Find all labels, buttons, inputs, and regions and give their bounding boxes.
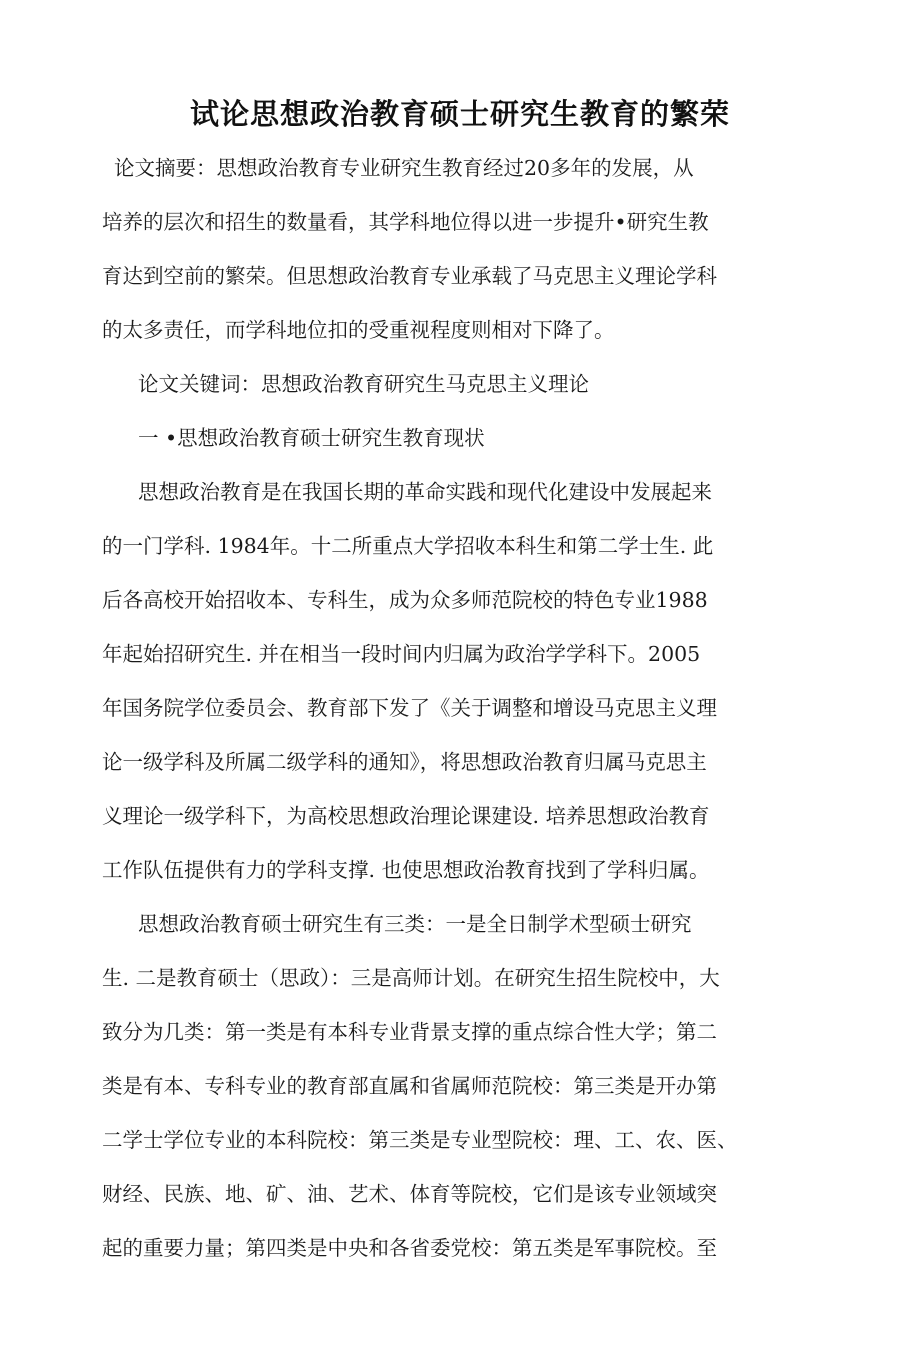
abstract-line-4: 的太多责任，而学科地位扣的受重视程度则相对下降了。 xyxy=(102,318,615,342)
paragraph-line: 思想政治教育是在我国长期的革命实践和现代化建设中发展起来 xyxy=(138,480,712,504)
paragraph-line: 致分为几类：第一类是有本科专业背景支撑的重点综合性大学；第二 xyxy=(102,1020,717,1044)
paragraph-line: 工作队伍提供有力的学科支撑. 也使思想政治教育找到了学科归属。 xyxy=(102,858,710,882)
paragraph-line: 类是有本、专科专业的教育部直属和省属师范院校：第三类是开办第 xyxy=(102,1074,717,1098)
paragraph-line: 财经、民族、地、矿、油、艺术、体育等院校，它们是该专业领域突 xyxy=(102,1182,717,1206)
paragraph-line: 生. 二是教育硕士（思政）：三是高师计划。在研究生招生院校中，大 xyxy=(102,966,720,990)
keywords-line: 论文关键词：思想政治教育研究生马克思主义理论 xyxy=(138,372,589,396)
paragraph-line: 论一级学科及所属二级学科的通知》，将思想政治教育归属马克思主 xyxy=(102,750,707,774)
abstract-line-2: 培养的层次和招生的数量看，其学科地位得以进一步提升•研究生教 xyxy=(102,210,709,234)
document-title: 试论思想政治教育硕士研究生教育的繁荣 xyxy=(189,97,730,131)
paragraph-line: 二学士学位专业的本科院校：第三类是专业型院校：理、工、农、医、 xyxy=(102,1128,738,1152)
paragraph-line: 义理论一级学科下，为高校思想政治理论课建设. 培养思想政治教育 xyxy=(102,804,710,828)
paragraph-line: 思想政治教育硕士研究生有三类：一是全日制学术型硕士研究 xyxy=(138,912,692,936)
paragraph-line: 的一门学科. 1984年。十二所重点大学招收本科生和第二学士生. 此 xyxy=(102,534,714,558)
abstract-line-1: 论文摘要：思想政治教育专业研究生教育经过20多年的发展，从 xyxy=(114,156,694,180)
section-heading: 一 •思想政治教育硕士研究生教育现状 xyxy=(138,426,485,450)
paragraph-line: 后各高校开始招收本、专科生，成为众多师范院校的特色专业1988 xyxy=(102,588,708,612)
paragraph-line: 年国务院学位委员会、教育部下发了《关于调整和增设马克思主义理 xyxy=(102,696,717,720)
paragraph-line: 起的重要力量；第四类是中央和各省委党校：第五类是军事院校。至 xyxy=(102,1236,717,1260)
paragraph-line: 年起始招研究生. 并在相当一段时间内归属为政治学学科下。2005 xyxy=(102,642,701,666)
abstract-line-3: 育达到空前的繁荣。但思想政治教育专业承载了马克思主义理论学科 xyxy=(102,264,717,288)
